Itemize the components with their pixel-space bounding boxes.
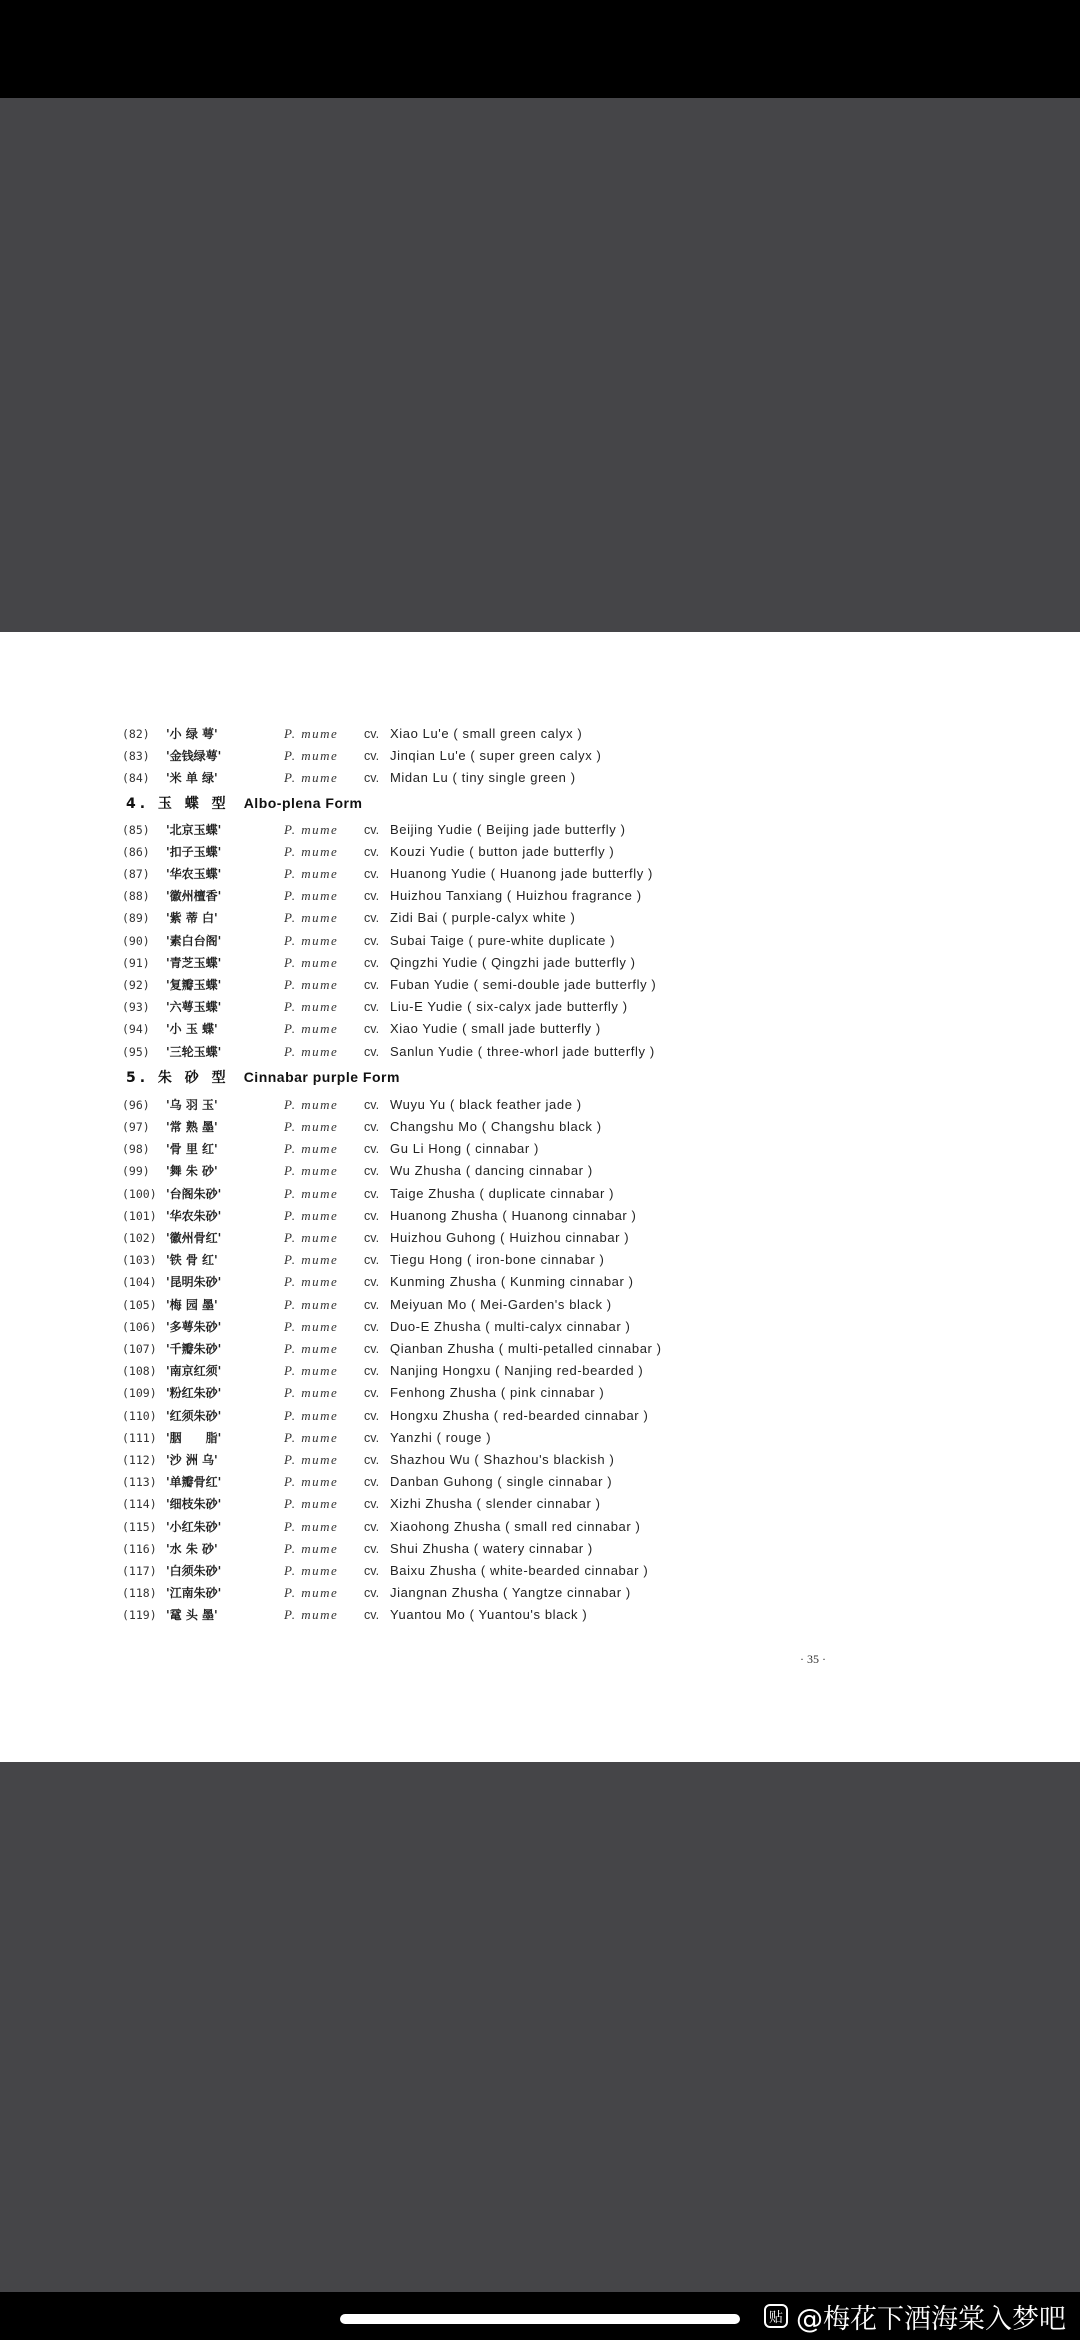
list-item (0, 907, 1080, 929)
cultivar-description: Tiegu Hong ( iron-bone cinnabar ) (390, 1252, 605, 1267)
entry-number: (98) (122, 1142, 150, 1156)
list-item (0, 974, 1080, 996)
cultivar-abbrev: cv. (364, 1453, 380, 1467)
species-name: P. mume (284, 1385, 339, 1400)
entry-number: (96) (122, 1098, 150, 1112)
list-item (0, 1427, 1080, 1449)
entry-number: (110) (122, 1409, 157, 1423)
chinese-name: '扣子玉蝶' (166, 845, 222, 859)
chinese-name: '鼋 头 墨' (166, 1608, 218, 1622)
species-name: P. mume (284, 1408, 339, 1423)
entry-number: (114) (122, 1497, 157, 1511)
list-item (0, 745, 1080, 767)
species-name: P. mume (284, 910, 339, 925)
cultivar-abbrev: cv. (364, 1298, 380, 1312)
species-name: P. mume (284, 1274, 339, 1289)
entry-number: (94) (122, 1022, 150, 1036)
cultivar-description: Zidi Bai ( purple-calyx white ) (390, 910, 576, 925)
entry-number: (103) (122, 1253, 157, 1267)
list-item (0, 1516, 1080, 1538)
chinese-name: '粉红朱砂' (166, 1386, 222, 1400)
list-item (0, 767, 1080, 789)
entry-number: (105) (122, 1298, 157, 1312)
cultivar-description: Gu Li Hong ( cinnabar ) (390, 1141, 539, 1156)
chinese-name: '北京玉蝶' (166, 823, 222, 837)
species-name: P. mume (284, 822, 339, 837)
chinese-name: '多萼朱砂' (166, 1320, 222, 1334)
entry-number: (102) (122, 1231, 157, 1245)
chinese-name: '三轮玉蝶' (166, 1045, 222, 1059)
species-name: P. mume (284, 770, 339, 785)
entry-number: (89) (122, 911, 150, 925)
cultivar-abbrev: cv. (364, 1253, 380, 1267)
list-item (0, 1382, 1080, 1404)
entry-number: (100) (122, 1187, 157, 1201)
list-item (0, 1360, 1080, 1382)
cultivar-description: Shazhou Wu ( Shazhou's blackish ) (390, 1452, 615, 1467)
list-item (0, 1271, 1080, 1293)
list-item (0, 1227, 1080, 1249)
chinese-name: '白须朱砂' (166, 1564, 222, 1578)
cultivar-abbrev: cv. (364, 749, 380, 763)
cultivar-abbrev: cv. (364, 1431, 380, 1445)
list-item (0, 885, 1080, 907)
cultivar-description: Shui Zhusha ( watery cinnabar ) (390, 1541, 593, 1556)
chinese-name: '梅 园 墨' (166, 1298, 218, 1312)
cultivar-description: Xizhi Zhusha ( slender cinnabar ) (390, 1496, 601, 1511)
chinese-name: '单瓣骨红' (166, 1475, 222, 1489)
chinese-name: '紫 蒂 白' (166, 911, 218, 925)
cultivar-description: Meiyuan Mo ( Mei-Garden's black ) (390, 1297, 612, 1312)
cultivar-abbrev: cv. (364, 1022, 380, 1036)
chinese-name: '江南朱砂' (166, 1586, 222, 1600)
entry-number: (92) (122, 978, 150, 992)
chinese-name: '华农朱砂' (166, 1209, 222, 1223)
cultivar-abbrev: cv. (364, 1342, 380, 1356)
species-name: P. mume (284, 1541, 339, 1556)
list-item (0, 1405, 1080, 1427)
entry-number: (113) (122, 1475, 157, 1489)
cultivar-description: Huanong Zhusha ( Huanong cinnabar ) (390, 1208, 637, 1223)
chinese-name: '骨 里 红' (166, 1142, 218, 1156)
cultivar-abbrev: cv. (364, 889, 380, 903)
cultivar-abbrev: cv. (364, 771, 380, 785)
species-name: P. mume (284, 726, 339, 741)
cultivar-description: Xiaohong Zhusha ( small red cinnabar ) (390, 1519, 641, 1534)
entry-number: (99) (122, 1164, 150, 1178)
entry-number: (87) (122, 867, 150, 881)
cultivar-abbrev: cv. (364, 978, 380, 992)
species-name: P. mume (284, 1230, 339, 1245)
species-name: P. mume (284, 1563, 339, 1578)
entry-number: (109) (122, 1386, 157, 1400)
cultivar-description: Taige Zhusha ( duplicate cinnabar ) (390, 1186, 615, 1201)
cultivar-abbrev: cv. (364, 1275, 380, 1289)
cultivar-description: Danban Guhong ( single cinnabar ) (390, 1474, 613, 1489)
cultivar-description: Changshu Mo ( Changshu black ) (390, 1119, 602, 1134)
entry-number: (86) (122, 845, 150, 859)
chinese-name: '舞 朱 砂' (166, 1164, 218, 1178)
cultivar-abbrev: cv. (364, 1586, 380, 1600)
chinese-name: '常 熟 墨' (166, 1120, 218, 1134)
list-item (0, 1160, 1080, 1182)
list-item (0, 1582, 1080, 1604)
cultivar-abbrev: cv. (364, 727, 380, 741)
cultivar-abbrev: cv. (364, 1520, 380, 1534)
list-item (0, 930, 1080, 952)
cultivar-abbrev: cv. (364, 845, 380, 859)
species-name: P. mume (284, 1021, 339, 1036)
entry-number: (116) (122, 1542, 157, 1556)
species-name: P. mume (284, 1141, 339, 1156)
entry-number: (119) (122, 1608, 157, 1622)
chinese-name: '华农玉蝶' (166, 867, 222, 881)
list-item (0, 1116, 1080, 1138)
cultivar-abbrev: cv. (364, 1386, 380, 1400)
cultivar-abbrev: cv. (364, 1409, 380, 1423)
cultivar-description: Jinqian Lu'e ( super green calyx ) (390, 748, 602, 763)
chinese-name: '沙 洲 乌' (166, 1453, 218, 1467)
chinese-name: '水 朱 砂' (166, 1542, 218, 1556)
species-name: P. mume (284, 1186, 339, 1201)
species-name: P. mume (284, 888, 339, 903)
entry-number: (88) (122, 889, 150, 903)
cultivar-abbrev: cv. (364, 1497, 380, 1511)
cultivar-description: Subai Taige ( pure-white duplicate ) (390, 933, 616, 948)
entry-number: (97) (122, 1120, 150, 1134)
species-name: P. mume (284, 933, 339, 948)
chinese-name: '胭 脂' (166, 1431, 222, 1445)
cultivar-description: Fenhong Zhusha ( pink cinnabar ) (390, 1385, 605, 1400)
chinese-name: '千瓣朱砂' (166, 1342, 222, 1356)
species-name: P. mume (284, 1430, 339, 1445)
entry-number: (117) (122, 1564, 157, 1578)
list-item (0, 1094, 1080, 1116)
cultivar-abbrev: cv. (364, 1320, 380, 1334)
list-item (0, 1560, 1080, 1582)
species-name: P. mume (284, 1452, 339, 1467)
list-item (0, 1338, 1080, 1360)
species-name: P. mume (284, 1044, 339, 1059)
entry-number: (107) (122, 1342, 157, 1356)
entry-number: (111) (122, 1431, 157, 1445)
species-name: P. mume (284, 999, 339, 1014)
cultivar-description: Midan Lu ( tiny single green ) (390, 770, 576, 785)
list-item (0, 1041, 1080, 1063)
cultivar-description: Huizhou Guhong ( Huizhou cinnabar ) (390, 1230, 630, 1245)
tieba-logo-icon: 贴 (764, 2304, 788, 2328)
cultivar-description: Sanlun Yudie ( three-whorl jade butterfly ) (390, 1044, 655, 1059)
list-item (0, 1449, 1080, 1471)
cultivar-abbrev: cv. (364, 823, 380, 837)
chinese-name: '小 玉 蝶' (166, 1022, 218, 1036)
section-heading (126, 1065, 1026, 1089)
species-name: P. mume (284, 1585, 339, 1600)
list-item (0, 1316, 1080, 1338)
species-name: P. mume (284, 1208, 339, 1223)
species-name: P. mume (284, 1474, 339, 1489)
entry-number: (85) (122, 823, 150, 837)
watermark (764, 2294, 1066, 2338)
list-item (0, 1249, 1080, 1271)
cultivar-description: Wu Zhusha ( dancing cinnabar ) (390, 1163, 593, 1178)
cultivar-abbrev: cv. (364, 1120, 380, 1134)
cultivar-description: Kunming Zhusha ( Kunming cinnabar ) (390, 1274, 634, 1289)
cultivar-description: Qianban Zhusha ( multi-petalled cinnabar ) (390, 1341, 662, 1356)
entry-number: (93) (122, 1000, 150, 1014)
chinese-name: '复瓣玉蝶' (166, 978, 222, 992)
cultivar-description: Duo-E Zhusha ( multi-calyx cinnabar ) (390, 1319, 631, 1334)
cultivar-abbrev: cv. (364, 1564, 380, 1578)
cultivar-abbrev: cv. (364, 1231, 380, 1245)
list-item (0, 819, 1080, 841)
list-item (0, 996, 1080, 1018)
list-item (0, 1493, 1080, 1515)
section-heading-english: Cinnabar purple Form (243, 1069, 400, 1085)
cultivar-abbrev: cv. (364, 1475, 380, 1489)
entry-number: (108) (122, 1364, 157, 1378)
list-item (0, 863, 1080, 885)
list-item (0, 1604, 1080, 1626)
species-name: P. mume (284, 1119, 339, 1134)
species-name: P. mume (284, 1163, 339, 1178)
status-bar-area (0, 0, 1080, 98)
chinese-name: '青芝玉蝶' (166, 956, 222, 970)
entry-number: (118) (122, 1586, 157, 1600)
species-name: P. mume (284, 1341, 339, 1356)
list-item (0, 723, 1080, 745)
cultivar-abbrev: cv. (364, 1209, 380, 1223)
cultivar-description: Yanzhi ( rouge ) (390, 1430, 492, 1445)
cultivar-description: Beijing Yudie ( Beijing jade butterfly ) (390, 822, 626, 837)
cultivar-abbrev: cv. (364, 1187, 380, 1201)
chinese-name: '红须朱砂' (166, 1409, 222, 1423)
section-heading-chinese: 5. 朱 砂 型 (126, 1070, 230, 1086)
cultivar-abbrev: cv. (364, 1098, 380, 1112)
species-name: P. mume (284, 1097, 339, 1112)
cultivar-abbrev: cv. (364, 867, 380, 881)
entry-number: (106) (122, 1320, 157, 1334)
chinese-name: '小 绿 萼' (166, 727, 218, 741)
cultivar-description: Wuyu Yu ( black feather jade ) (390, 1097, 582, 1112)
species-name: P. mume (284, 1496, 339, 1511)
cultivar-description: Fuban Yudie ( semi-double jade butterfly ) (390, 977, 657, 992)
chinese-name: '细枝朱砂' (166, 1497, 222, 1511)
chinese-name: '米 单 绿' (166, 771, 218, 785)
section-heading (126, 791, 1026, 815)
list-item (0, 841, 1080, 863)
cultivar-description: Xiao Lu'e ( small green calyx ) (390, 726, 583, 741)
chinese-name: '昆明朱砂' (166, 1275, 222, 1289)
cultivar-description: Nanjing Hongxu ( Nanjing red-bearded ) (390, 1363, 644, 1378)
chinese-name: '铁 骨 红' (166, 1253, 218, 1267)
entry-number: (101) (122, 1209, 157, 1223)
cultivar-description: Kouzi Yudie ( button jade butterfly ) (390, 844, 615, 859)
chinese-name: '六萼玉蝶' (166, 1000, 222, 1014)
list-item (0, 1471, 1080, 1493)
chinese-name: '乌 羽 玉' (166, 1098, 218, 1112)
cultivar-abbrev: cv. (364, 1142, 380, 1156)
species-name: P. mume (284, 748, 339, 763)
cultivar-description: Qingzhi Yudie ( Qingzhi jade butterfly ) (390, 955, 636, 970)
cultivar-abbrev: cv. (364, 911, 380, 925)
cultivar-abbrev: cv. (364, 1364, 380, 1378)
species-name: P. mume (284, 866, 339, 881)
chinese-name: '徽州骨红' (166, 1231, 222, 1245)
cultivar-abbrev: cv. (364, 1608, 380, 1622)
cultivar-abbrev: cv. (364, 1542, 380, 1556)
chinese-name: '小红朱砂' (166, 1520, 222, 1534)
species-name: P. mume (284, 1297, 339, 1312)
cultivar-abbrev: cv. (364, 1045, 380, 1059)
cultivar-abbrev: cv. (364, 956, 380, 970)
cultivar-description: Hongxu Zhusha ( red-bearded cinnabar ) (390, 1408, 649, 1423)
watermark-text: @梅花下酒海棠入梦吧 (796, 2303, 1066, 2335)
cultivar-abbrev: cv. (364, 1000, 380, 1014)
entry-number: (104) (122, 1275, 157, 1289)
page-number: · 35 · (800, 1652, 826, 1666)
cultivar-description: Liu-E Yudie ( six-calyx jade butterfly ) (390, 999, 628, 1014)
cultivar-description: Huanong Yudie ( Huanong jade butterfly ) (390, 866, 653, 881)
cultivar-description: Jiangnan Zhusha ( Yangtze cinnabar ) (390, 1585, 631, 1600)
viewer-background-bottom (0, 1762, 1080, 2292)
section-heading-english: Albo-plena Form (243, 795, 363, 811)
species-name: P. mume (284, 1519, 339, 1534)
entry-number: (83) (122, 749, 150, 763)
cultivar-abbrev: cv. (364, 934, 380, 948)
cultivar-abbrev: cv. (364, 1164, 380, 1178)
species-name: P. mume (284, 1607, 339, 1622)
chinese-name: '台阁朱砂' (166, 1187, 222, 1201)
section-heading-chinese: 4. 玉 蝶 型 (126, 796, 230, 812)
chinese-name: '素白台阁' (166, 934, 222, 948)
cultivar-description: Huizhou Tanxiang ( Huizhou fragrance ) (390, 888, 642, 903)
species-name: P. mume (284, 955, 339, 970)
species-name: P. mume (284, 977, 339, 992)
chinese-name: '徽州檀香' (166, 889, 222, 903)
cultivar-description: Yuantou Mo ( Yuantou's black ) (390, 1607, 588, 1622)
entry-number: (95) (122, 1045, 150, 1059)
species-name: P. mume (284, 1363, 339, 1378)
chinese-name: '金钱绿萼' (166, 749, 222, 763)
cultivar-description: Baixu Zhusha ( white-bearded cinnabar ) (390, 1563, 649, 1578)
list-item (0, 1205, 1080, 1227)
entry-number: (91) (122, 956, 150, 970)
entry-number: (82) (122, 727, 150, 741)
viewer-background-top (0, 98, 1080, 632)
entry-number: (84) (122, 771, 150, 785)
species-name: P. mume (284, 1319, 339, 1334)
entry-number: (90) (122, 934, 150, 948)
list-item (0, 952, 1080, 974)
list-item (0, 1538, 1080, 1560)
list-item (0, 1018, 1080, 1040)
chinese-name: '南京红须' (166, 1364, 222, 1378)
list-item (0, 1294, 1080, 1316)
species-name: P. mume (284, 1252, 339, 1267)
cultivar-description: Xiao Yudie ( small jade butterfly ) (390, 1021, 601, 1036)
entry-number: (115) (122, 1520, 157, 1534)
entry-number: (112) (122, 1453, 157, 1467)
list-item (0, 1183, 1080, 1205)
home-indicator[interactable] (340, 2314, 740, 2324)
species-name: P. mume (284, 844, 339, 859)
list-item (0, 1138, 1080, 1160)
